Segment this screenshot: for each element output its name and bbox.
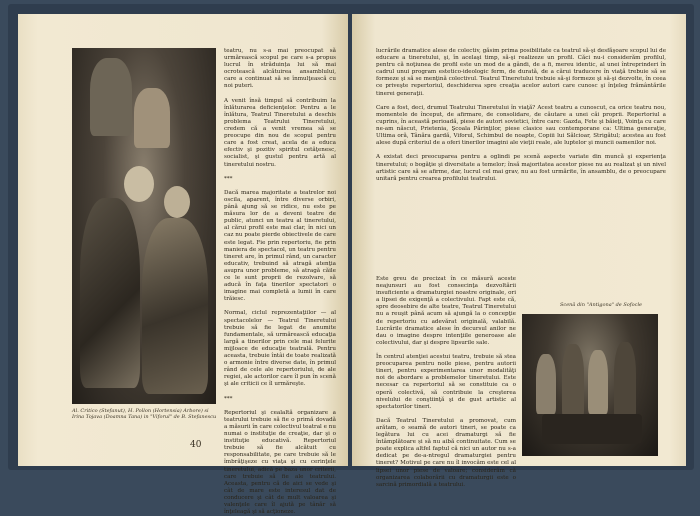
open-book [8, 4, 694, 516]
left-body-text: teatru, nu s-a mai preocupat să urmărească scopul pe care s-a propus lucrul în străduința lui să mai ocrotească alcătuirea ansamblului, care a continuat să se înmulţească cu noi puteri. A venit însă timpul să contribuim la înlăturarea deficienţelor. Pentru a le înlătura, Teatrul Tineretului a deschis problema Teatrului Tineretului, credem că a venit vremea să se preocupe din nou de scopul pentru care a fost creat, acela de a educa efectiv şi pozitiv spiritul cetăţenesc, socialist, şi gustul pentru artă al tineretului nostru. *** Dacă marea majoritate a teatrelor noi oscila, aparent, între diverse orbiri, până ajung să se ridice, nu este pe măsura lor de a deveni teatre de public, atunci un teatru al tineretului, al cărui profil este mai clar, în nici un caz nu poate pierde obiectivele de care este legat. Fie prin repertoriu, fie prin maniera de spectacol, un teatru pentru tineret are, în primul rând, un caracter educativ, trebuind să atragă atenţia asupra unor probleme, să atragă căile ce le sunt proprii de rezolvare, să aducă în faţa tinerilor spectatori o imagine mai completă a lumii în care trăiesc. Normal, ciclul reprezentaţiilor — al spectacolelor — Teatrul Tineretului trebuie să fie legat de anumite fundamentale, să urmărească educaţia largă a tinerilor prin cele mai felurite mijloace de educaţie teatrală. Pentru aceasta, trebuie întâi de toate realizată o armonie între diverse date, în primul rând de cele ale repertoriului, de ale regiei, ale actorilor care îl pun în scenă şi ale criticii ce îl urmăreşte. *** Repertoriul şi cealaltă organizare a teatrului trebuie să fie o primă dovadă a măsurii în care colectivul teatral e nu numai o instituţie de creaţie, dar şi o instituţie educativă. Repertoriul trebuie să fie alcătuit cu responsabilitate, pe care trebuie să le îmbrăţişeze cu viaţa şi cu cerinţele tineretului, adică pe baza unor criterii, care trebuie să fie ale teatrului. Aceasta, pentru că de aici se vede şi cât de mare este interesul dat de conducere şi cât de mult valoarea şi valenţele care îl ajută pe tânăr să înţeleagă şi să acţioneze. [224, 48, 336, 516]
left-page [18, 14, 348, 516]
right-body-text-top: lucrările dramatice alese de colectiv, găsim prima posibilitate ca teatrul să-şi desfăşoare scopul lui de educare a tineretului, şi, în acelaşi timp, să-şi realizeze un profil. Căci nu-i considerăm profilul, pentru că noţiunea de profil este un mod de a gândi, de a fi, mereu identic, al unei întreprinderi în cadrul unui program estetico-ideologic ferm, de durată, de a cărui traducere în viaţă trebuie să se formeze şi să se menţină colectivul. Teatrul Tineretului trebuie să-şi formeze şi să-şi dezvolte, în ceea ce priveşte repertoriul, deschiderea spre creaţia acelor autori care cunosc şi înţeleg frământările tinerei generaţii. Care a fost, deci, drumul Teatrului Tineretului în viaţă? Acest teatru a cunoscut, ca orice teatru nou, momentele de început, de afirmare, de consolidare, de căutare a unei căi proprii. Repertoriul a cuprins, în această perioadă, piese de autori sovietici, între care: Gazda, Fete şi băieţi, Voinţa cu care ne-am născut, Prietenia, Şcoala Părinţilor, piese clasice sau contemporane ca: Ultima generaţie, Ultima oră, Tânăra gardă, Viforul, Schimbul de noapte, Copiii lui Sălcioar, Strigătul; acestea au fost alese după criteriul de a oferi tinerilor imagini ale vieţii reale, ale luptelor şi muncii oamenilor noi. A existat deci preocuparea pentru a oglindi pe scenă aspecte variate din muncă şi experienţa tineretului; o bogăţie şi diversitate a temelor; însă majoritatea acestor piese nu au realizat şi un nivel artistic care să se afirme, dar, lucrul cel mai grav, nu au fost urmărite, în ansamblu, de o preocupare unitară pentru crearea profilului teatrului. [376, 48, 666, 182]
right-photo [522, 314, 658, 456]
right-photo-caption: Scenă din "Antigona" de Sofocle [559, 302, 643, 308]
left-photo-caption: Al. Critico (Stefanut), H. Pollon (Hortensia) Arbore) si Irina Tojava (Doamna Tana) in "Viforul" de B. Stefanescu [72, 408, 217, 421]
page-number-left: 40 [190, 440, 202, 450]
left-photo [72, 48, 216, 404]
right-body-text-bottom: Este greu de precizat în ce măsură aceste neajunsuri au fost consecinţa dezvoltării insuficiente a dramaturgiei noastre originale, ori a lipsei de exigenţă a colectivului. Fapt este că, spre deosebire de alte teatre, Teatrul Tineretului nu a reuşit până acum să ajungă la o concepţie de repertoriu cu adevărat originală, valabilă. Lucrările dramatice alese în decursul anilor ne dau o imagine despre intenţiile generoase ale colectivului, dar şi despre lipsurile sale. În centrul atenţiei acestui teatru, trebuie să stea preocuparea pentru noile piese, pentru autorii tineri, pentru experimentarea unor modalităţi noi de abordare a problemelor tineretului. Este necesar ca repertoriul să se constituie ca o operă colectivă, să contribuie la creşterea nivelului de conştiinţă şi de gust artistic al spectatorilor tineri. Dacă Teatrul Tineretului a promovat, cum arătam, o seamă de autori tineri, se poate ca legătura lui cu acei dramaturgi să fie întâmplătoare și să nu aibă continuitate. Cum se poate explica altfel faptul că nici un autor nu s-a dedicat pe de-a-ntregul dramaturgiei pentru tineret? Motivul pe care nu îl invocăm este cel al lipsei unor piese de valoare; considerăm că organizarea colaborării cu dramaturgii este o sarcină primordială a teatrului. [376, 276, 516, 488]
right-page [352, 14, 686, 488]
